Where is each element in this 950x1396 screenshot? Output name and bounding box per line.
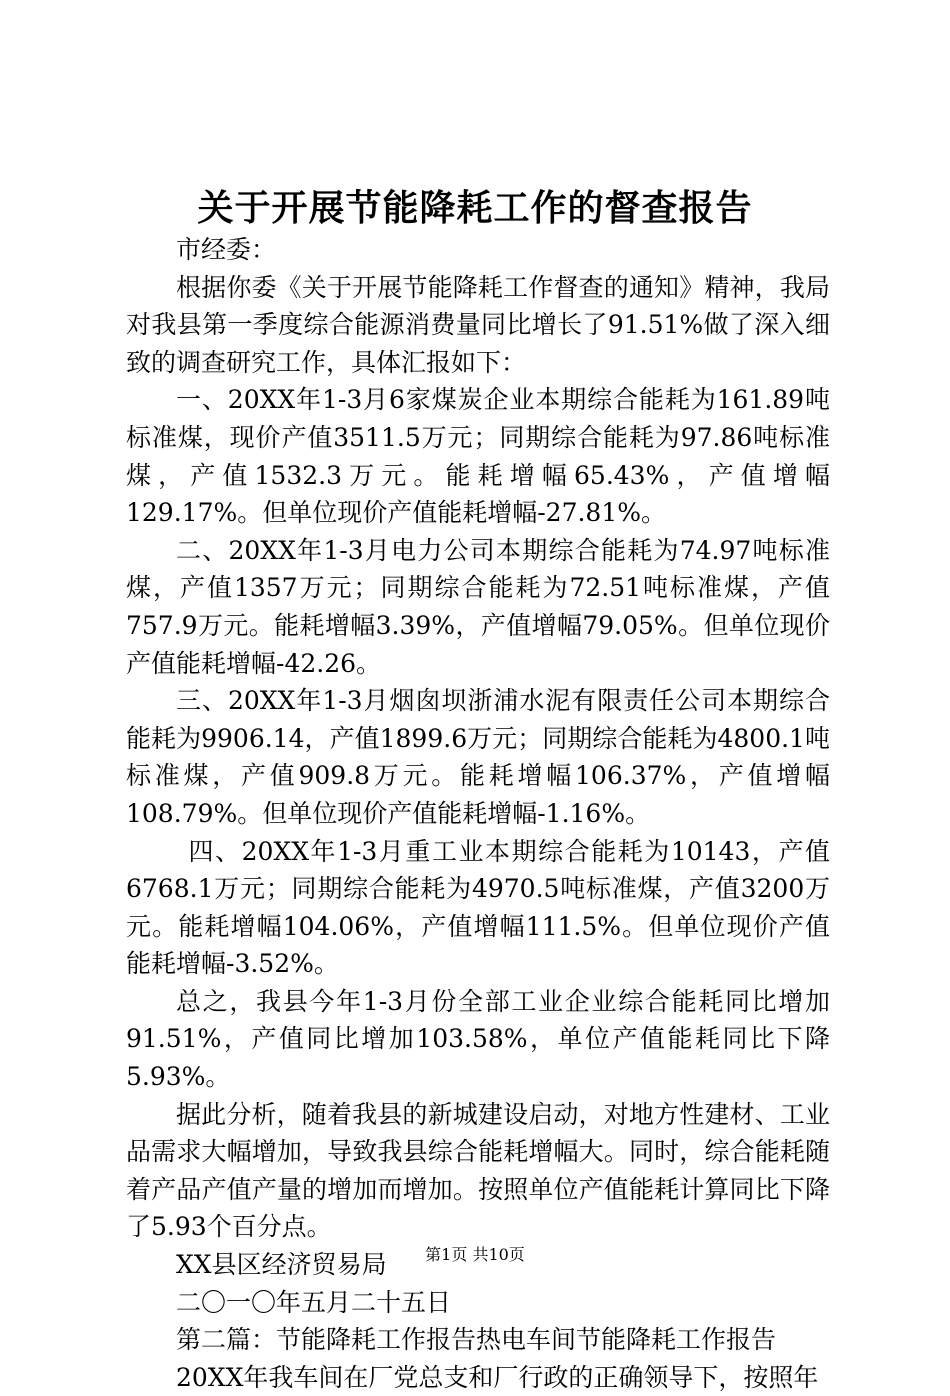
signature-org: XX县区经济贸易局 — [176, 1250, 387, 1280]
document-body — [126, 231, 830, 1396]
salutation: 市经委： — [176, 235, 277, 264]
paragraph-summary: 总之，我县今年1-3月份全部工业企业综合能耗同比增加91.51%，产值同比增加103.58%，单位产值能耗同比下降5.93%。 — [126, 986, 830, 1092]
signature-date: 二〇一〇年五月二十五日 — [176, 1287, 452, 1317]
paragraph-section-2: 二、20XX年1-3月电力公司本期综合能耗为74.97吨标准煤，产值1357万元；同期综合能耗为72.51吨标准煤，产值757.9万元。能耗增幅3.39%，产值增幅79.05%。但单位现价产值能耗增幅-42.26。 — [126, 535, 830, 678]
paragraph-section-4: 四、20XX年1-3月重工业本期综合能耗为10143，产值6768.1万元；同期综合能耗为4970.5吨标准煤，产值3200万元。能耗增幅104.06%，产值增幅111.5%。但单位现价产值能耗增幅-3.52%。 — [126, 836, 830, 979]
paragraph-intro: 根据你委《关于开展节能降耗工作督查的通知》精神，我局对我县第一季度综合能源消费量同比增长了91.51%做了深入细致的调查研究工作，具体汇报如下： — [126, 272, 830, 377]
paragraph-section-1: 一、20XX年1-3月6家煤炭企业本期综合能耗为161.89吨标准煤，现价产值3511.5万元；同期综合能耗为97.86吨标准煤，产值1532.3万元。能耗增幅65.43%，产值增幅129.17%。但单位现价产值能耗增幅-27.81%。 — [126, 385, 830, 528]
part-two-first-line: 20XX年我车间在厂党总支和厂行政的正确领导下，按照年 — [176, 1362, 819, 1392]
page-footer: 第1页 共10页 — [425, 1245, 525, 1264]
document-title: 关于开展节能降耗工作的督查报告 — [197, 187, 753, 229]
paragraph-analysis: 据此分析，随着我县的新城建设启动，对地方性建材、工业品需求大幅增加，导致我县综合能耗增幅大。同时，综合能耗随着产品产值产量的增加而增加。按照单位产值能耗计算同比下降了5.93个百分点。 — [126, 1099, 830, 1242]
part-two-heading: 第二篇：节能降耗工作报告热电车间节能降耗工作报告 — [176, 1325, 777, 1355]
paragraph-section-3: 三、20XX年1-3月烟囱坝浙浦水泥有限责任公司本期综合能耗为9906.14，产值1899.6万元；同期综合能耗为4800.1吨标准煤，产值909.8万元。能耗增幅106.37%，产值增幅108.79%。但单位现价产值能耗增幅-1.16%。 — [126, 686, 830, 828]
